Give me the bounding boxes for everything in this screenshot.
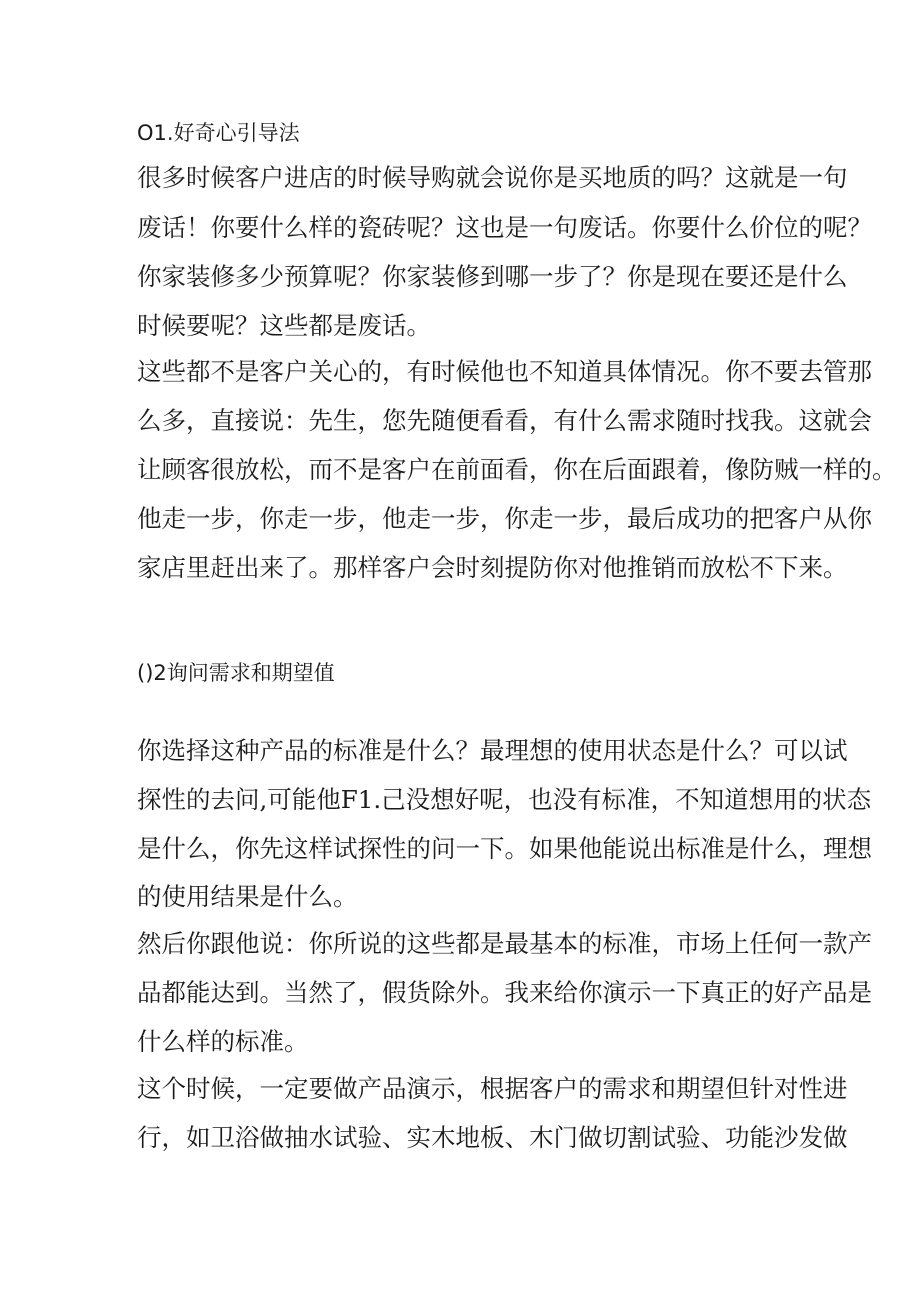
section2-para2-line3: 什么样的标准。 (137, 1027, 309, 1056)
section1-heading: O1.好奇心引导法 (137, 121, 300, 145)
section1-para2-line5: 家店里赶出来了。那样客户会时刻提防你对他推销而放松不下来。 (137, 553, 848, 582)
section2-para2-line2: 品都能达到。当然了，假货除外。我来给你演示一下真正的好产品是 (137, 978, 872, 1007)
section1-para2-line2: 么多，直接说：先生，您先随便看看，有什么需求随时找我。这就会 (137, 406, 872, 435)
section1-para2-line1: 这些都不是客户关心的，有时候他也不知道具体情况。你不要去管那 (137, 357, 872, 386)
section2-para1-line4: 的使用结果是什么。 (137, 882, 358, 911)
section2-para1-line2: 探性的去问,可能他F1.己没想好呢，也没有标准，不知道想用的状态 (137, 785, 872, 814)
section1-para2-line3: 让顾客很放松，而不是客户在前面看，你在后面跟着，像防贼一样的。 (137, 455, 897, 484)
section2-para2-line1: 然后你跟他说：你所说的这些都是最基本的标准，市场上任何一款产 (137, 929, 872, 958)
section1-para1-line4: 时候要呢？这些都是废话。 (137, 311, 431, 340)
section2-heading: ()2询问需求和期望值 (137, 661, 335, 685)
section2-para1-line3: 是什么，你先这样试探性的问一下。如果他能说出标准是什么，理想 (137, 834, 872, 863)
section1-para1-line2: 废话！你要什么样的瓷砖呢？这也是一句废话。你要什么价位的呢？ (137, 213, 872, 242)
section2-para3-line2: 行，如卫浴做抽水试验、实木地板、木门做切割试验、功能沙发做 (137, 1123, 848, 1152)
section1-para2-line4: 他走一步，你走一步，他走一步，你走一步，最后成功的把客户从你 (137, 504, 872, 533)
section1-para1-line3: 你家装修多少预算呢？你家装修到哪一步了？你是现在要还是什么 (137, 262, 848, 291)
section1-para1-line1: 很多时候客户进店的时候导购就会说你是买地质的吗？这就是一句 (137, 163, 848, 192)
section2-para3-line1: 这个时候，一定要做产品演示，根据客户的需求和期望但针对性进 (137, 1074, 848, 1103)
section2-para1-line1: 你选择这种产品的标准是什么？最理想的使用状态是什么？可以试 (137, 736, 848, 765)
